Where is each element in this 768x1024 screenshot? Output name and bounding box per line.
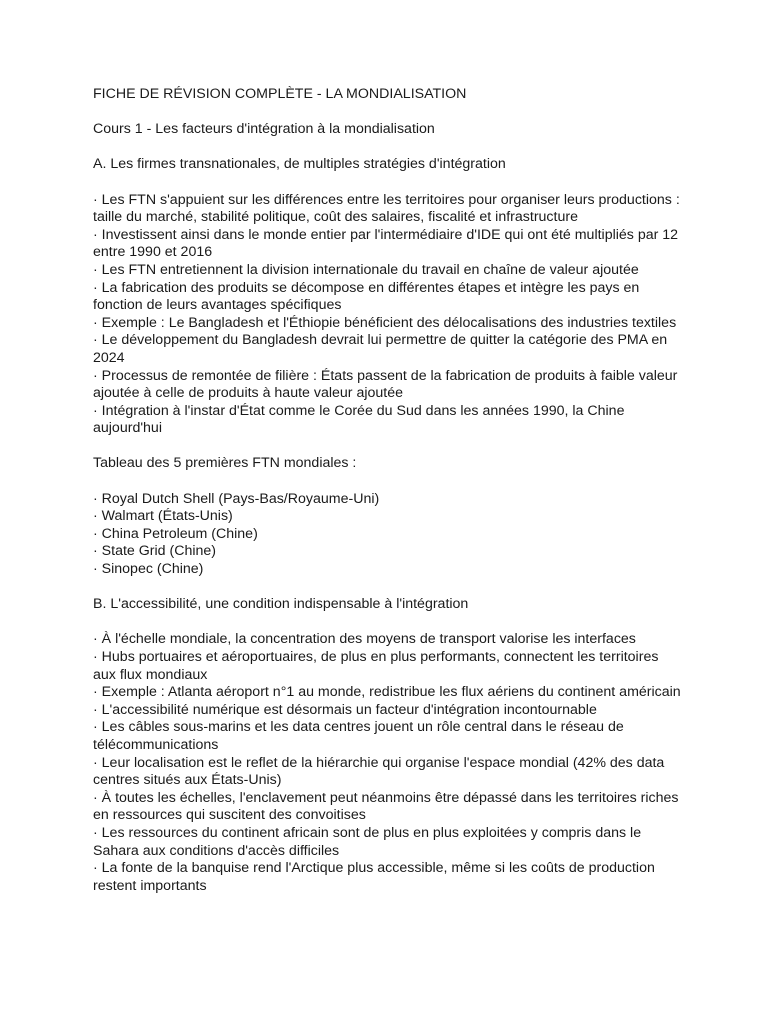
bullet-item: · Processus de remontée de filière : États passent de la fabrication de produits à faible valeur ajoutée à celle de produits à haute valeur ajoutée: [93, 367, 678, 402]
bullet-item: · Leur localisation est le reflet de la hiérarchie qui organise l'espace mondial (42% des data centres situés aux États-Unis): [93, 754, 665, 789]
ftn-list-item: · China Petroleum (Chine): [93, 525, 258, 542]
bullet-item: · Hubs portuaires et aéroportuaires, de plus en plus performants, connectent les territoires aux flux mondiaux: [93, 649, 659, 683]
spacer: [93, 473, 683, 491]
bullet-item: · Les câbles sous-marins et les data centres jouent un rôle central dans le réseau de télécommunications: [93, 719, 624, 753]
spacer: [93, 139, 683, 157]
bullet-item: · La fabrication des produits se décompose en différentes étapes et intègre les pays en fonction de leurs avantages spécifiques: [93, 279, 640, 314]
ftn-list-item: · Royal Dutch Shell (Pays-Bas/Royaume-Uni): [93, 490, 380, 507]
ftn-list-item: · Sinopec (Chine): [93, 561, 204, 578]
section-a-heading: A. Les firmes transnationales, de multiples stratégies d'intégration: [93, 156, 506, 173]
section-b-bullet-list: [93, 631, 683, 895]
bullet-item: · Exemple : Le Bangladesh et l'Éthiopie bénéficient des délocalisations des industries textiles: [93, 314, 677, 331]
spacer: [93, 104, 683, 122]
course-heading: Cours 1 - Les facteurs d'intégration à la mondialisation: [93, 121, 435, 138]
bullet-item: · L'accessibilité numérique est désormais un facteur d'intégration incontournable: [93, 701, 597, 718]
spacer: [93, 174, 683, 192]
spacer: [93, 614, 683, 632]
bullet-item: · Investissent ainsi dans le monde entier par l'intermédiaire d'IDE qui ont été multipliés par 12 entre 1990 et 2016: [93, 226, 679, 261]
ftn-list-item: · Walmart (États-Unis): [93, 508, 233, 525]
ftn-list: [93, 491, 683, 579]
section-b-heading: B. L'accessibilité, une condition indispensable à l'intégration: [93, 596, 469, 613]
bullet-item: · Les ressources du continent africain sont de plus en plus exploitées y compris dans le Sahara aux conditions d'accès difficiles: [93, 824, 642, 859]
section-a-bullet-list: [93, 192, 683, 438]
bullet-item: · Exemple : Atlanta aéroport n°1 au monde, redistribue les flux aériens du continent américain: [93, 684, 681, 701]
document-page: [93, 86, 683, 895]
table-heading: Tableau des 5 premières FTN mondiales :: [93, 455, 357, 472]
document-title: FICHE DE RÉVISION COMPLÈTE - LA MONDIALISATION: [93, 86, 467, 102]
bullet-item: · Intégration à l'instar d'État comme le Corée du Sud dans les années 1990, la Chine aujourd'hui: [93, 402, 625, 437]
spacer: [93, 579, 683, 597]
bullet-item: · À toutes les échelles, l'enclavement peut néanmoins être dépassé dans les territoires riches en ressources qui suscitent des convoitises: [93, 789, 679, 824]
spacer: [93, 438, 683, 456]
ftn-list-item: · State Grid (Chine): [93, 543, 216, 560]
bullet-item: · À l'échelle mondiale, la concentration des moyens de transport valorise les interfaces: [93, 631, 636, 648]
bullet-item: · Le développement du Bangladesh devrait lui permettre de quitter la catégorie des PMA en 2024: [93, 332, 668, 366]
bullet-item: · Les FTN entretiennent la division internationale du travail en chaîne de valeur ajoutée: [93, 261, 639, 278]
bullet-item: · La fonte de la banquise rend l'Arctique plus accessible, même si les coûts de production restent importants: [93, 860, 655, 894]
bullet-item: · Les FTN s'appuient sur les différences entre les territoires pour organiser leurs productions : taille du marché, stabilité politique, coût des salaires, fiscalité et infrastructure: [93, 191, 680, 226]
